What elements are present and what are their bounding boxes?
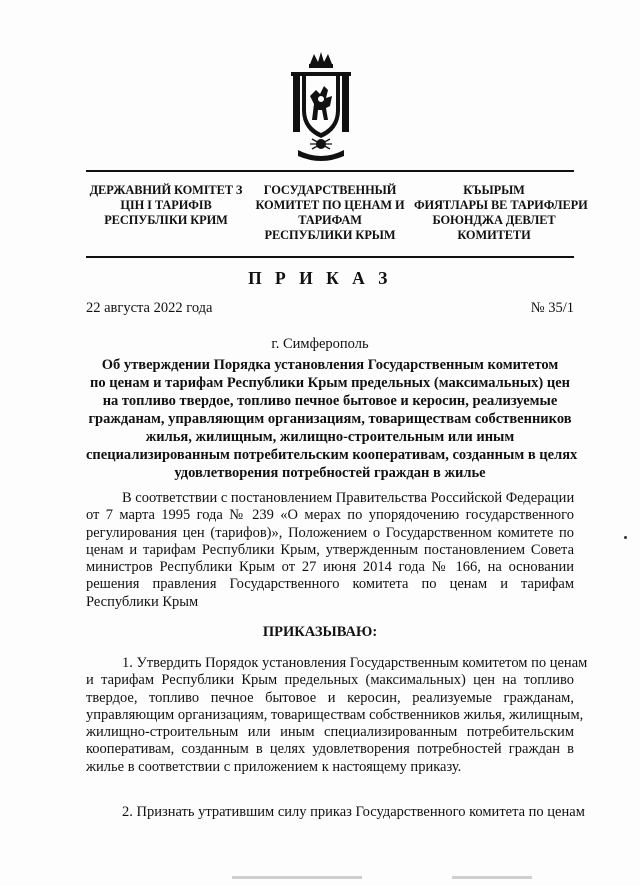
header-russian-name: [246, 183, 414, 243]
subject-line: жилья, жилищным, жилищно-строительным или иным: [145, 429, 515, 445]
header-line: ДЕРЖАВНИЙ КОМІТЕТ З: [89, 183, 243, 197]
item-1-line: кооперативам, созданным в целях удовлетворения потребностей граждан в: [86, 741, 574, 758]
item-1-line: и тарифам Республики Крым предельных (максимальных) цен на топливо: [86, 672, 574, 689]
scan-speck: [624, 536, 627, 539]
item-1-paragraph: [86, 655, 588, 776]
scan-artifact: [452, 876, 532, 879]
document-city: г. Симферополь: [271, 336, 369, 352]
header-crimean-tatar-name: [414, 183, 588, 243]
item-1-line: управляющим организациям, товариществам собственников жилья, жилищным,: [86, 706, 584, 723]
item-1-line: жилье в соответствии с приложением к настоящему приказу.: [86, 758, 462, 775]
header-top-rule: [86, 170, 574, 172]
preamble-line: решения правления Государственного комитета по ценам и тарифам: [86, 576, 574, 593]
preamble-line: В соответствии с постановлением Правительства Российской Федерации: [122, 490, 575, 506]
document-number: № 35/1: [530, 300, 574, 316]
header-line: КОМИТЕТ ПО ЦЕНАМ И: [255, 198, 405, 212]
item-1-line: жилищно-строительным или иным специализированным потребительским: [86, 724, 574, 741]
header-line: РЕСПУБЛИКИ КРЫМ: [264, 228, 396, 242]
document-date: 22 августа 2022 года: [86, 300, 213, 316]
header-line: ТАРИФАМ: [298, 213, 362, 227]
header-ukrainian-name: [86, 183, 246, 228]
header-line: РЕСПУБЛІКИ КРИМ: [104, 213, 228, 227]
subject-line: удовлетворения потребностей граждан в жилье: [174, 465, 486, 481]
subject-line: специализированным потребительским кооперативам, созданным в целях: [86, 447, 578, 463]
preamble-line: министров Республики Крым от 27 июня 2014 года № 166, на основании: [86, 559, 574, 576]
item-2-line: 2. Признать утратившим силу приказ Государственного комитета по ценам: [122, 804, 585, 820]
subject-line: гражданам, управляющим организациям, товариществам собственников: [88, 411, 572, 427]
item-1-line: 1. Утвердить Порядок установления Государственным комитетом по ценам: [122, 655, 588, 671]
item-1-line: твердое, топливо печное бытовое и керосин, реализуемые гражданам,: [86, 689, 574, 706]
header-line: ГОСУДАРСТВЕННЫЙ: [263, 183, 397, 197]
header-line: ФИЯТЛАРЫ ВЕ ТАРИФЛЕРИ: [414, 198, 588, 212]
scan-artifact: [232, 876, 362, 879]
header-line: БОЮНДЖА ДЕВЛЕТ: [432, 213, 556, 227]
subject-line: Об утверждении Порядка установления Государственным комитетом: [101, 357, 559, 373]
preamble-line: Республики Крым: [86, 593, 199, 610]
preamble-paragraph: [86, 490, 574, 611]
coat-of-arms-emblem: [290, 50, 352, 162]
subject-line: на топливо твердое, топливо печное бытовое и керосин, реализуемые: [102, 393, 558, 409]
document-subject: [86, 356, 578, 482]
header-line: ЦІН І ТАРИФІВ: [120, 198, 212, 212]
document-title: П Р И К А З: [248, 268, 392, 288]
preamble-line: ценам и тарифам Республики Крым, утвержденным постановлением Совета: [86, 541, 574, 558]
item-2-paragraph: [86, 804, 585, 821]
header-bottom-rule: [86, 256, 574, 258]
preamble-line: от 7 марта 1995 года № 239 «О мерах по упорядочению государственного: [86, 507, 574, 524]
decree-heading: ПРИКАЗЫВАЮ:: [262, 624, 378, 640]
header-line: КОМИТЕТИ: [457, 228, 531, 242]
header-line: КЪЫРЫМ: [463, 183, 525, 197]
preamble-line: регулирования цен (тарифов)», Положением о Государственном комитете по: [86, 524, 574, 541]
subject-line: по ценам и тарифам Республики Крым предельных (максимальных) цен: [89, 375, 570, 391]
